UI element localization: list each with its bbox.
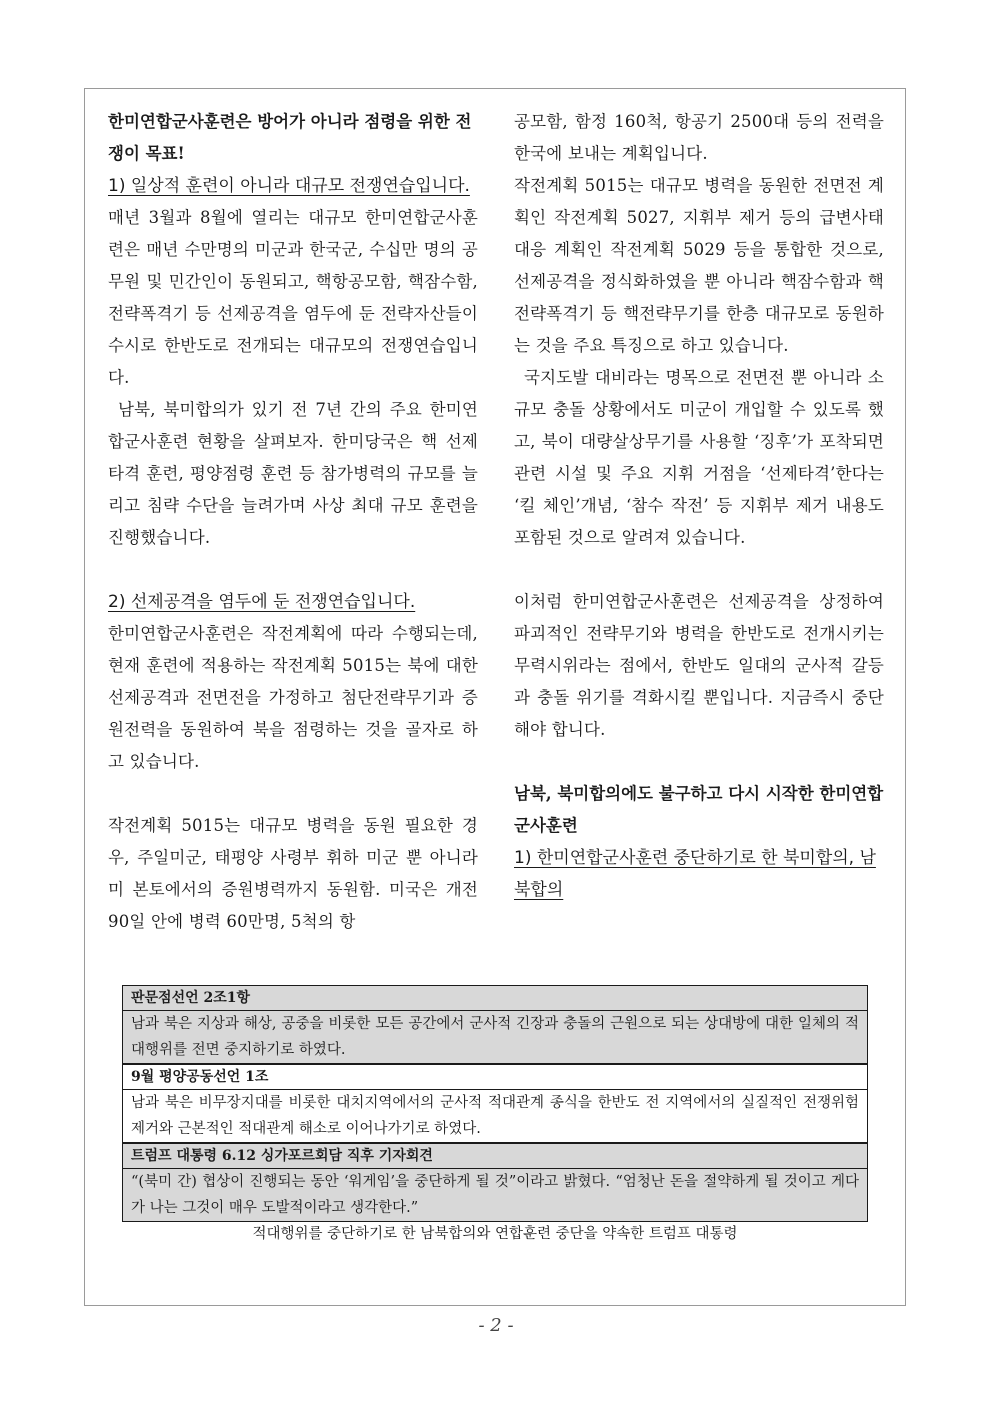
- section-heading-1: 한미연합군사훈련은 방어가 아니라 점령을 위한 전쟁이 목표!: [108, 112, 472, 163]
- box-body: 남과 북은 지상과 해상, 공중을 비롯한 모든 공간에서 군사적 긴장과 충돌의 근원으로 되는 상대방에 대한 일체의 적대행위를 전면 중지하기로 하였다.: [122, 1010, 868, 1064]
- subheading-1: 1) 일상적 훈련이 아니라 대규모 전쟁연습입니다.: [108, 176, 470, 196]
- agreements-box: [122, 985, 868, 1222]
- subheading-2: 2) 선제공격을 염두에 둔 전쟁연습입니다.: [108, 592, 416, 612]
- section-heading-2: 남북, 북미합의에도 불구하고 다시 시작한 한미연합군사훈련: [514, 784, 884, 835]
- paragraph: 국지도발 대비라는 명목으로 전면전 뿐 아니라 소규모 충돌 상황에서도 미군이 개입할 수 있도록 했고, 북이 대량살상무기를 사용할 ‘징후’가 포착되면 관련 시설 및 주요 지휘 거점을 ‘선제타격’한다는 ‘킬 체인’개념, ‘참수 작전’ 등 지휘부 제거 내용도 포함된 것으로 알려져 있습니다.: [514, 368, 884, 547]
- paragraph: 공모함, 함정 160척, 항공기 2500대 등의 전력을 한국에 보내는 계획입니다.: [514, 112, 884, 163]
- box-body: “(북미 간) 협상이 진행되는 동안 ‘워게임’을 중단하게 될 것”이라고 밝혔다. “엄청난 돈을 절약하게 될 것이고 게다가 나는 그것이 매우 도발적이라고 생각한다.”: [122, 1168, 868, 1222]
- box-body: 남과 북은 비무장지대를 비롯한 대치지역에서의 군사적 적대관계 종식을 한반도 전 지역에서의 실질적인 전쟁위험 제거와 근본적인 적대관계 해소로 이어나가기로 하였다.: [122, 1089, 868, 1143]
- box-title: 트럼프 대통령 6.12 싱가포르회담 직후 기자회견: [122, 1143, 868, 1168]
- paragraph: 작전계획 5015는 대규모 병력을 동원한 전면전 계획인 작전계획 5027, 지휘부 제거 등의 급변사태 대응 계획인 작전계획 5029 등을 통합한 것으로, 선제공격을 정식화하였을 뿐 아니라 핵잠수함과 핵전략폭격기 등 핵전략무기를 한층 대규모로 동원하는 것을 주요 특징으로 하고 있습니다.: [514, 176, 884, 355]
- paragraph: 한미연합군사훈련은 작전계획에 따라 수행되는데, 현재 훈련에 적용하는 작전계획 5015는 북에 대한 선제공격과 전면전을 가정하고 첨단전략무기과 증원전력을 동원하여 북을 점령하는 것을 골자로 하고 있습니다.: [108, 624, 478, 771]
- right-column: [514, 106, 884, 906]
- paragraph: 이처럼 한미연합군사훈련은 선제공격을 상정하여 파괴적인 전략무기와 병력을 한반도로 전개시키는 무력시위라는 점에서, 한반도 일대의 군사적 갈등과 충돌 위기를 격화시킬 뿐입니다. 지금즉시 중단해야 합니다.: [514, 592, 884, 739]
- subheading-3: 1) 한미연합군사훈련 중단하기로 한 북미합의, 남북합의: [514, 848, 876, 900]
- paragraph: 매년 3월과 8월에 열리는 대규모 한미연합군사훈련은 매년 수만명의 미군과 한국군, 수십만 명의 공무원 및 민간인이 동원되고, 핵항공모함, 핵잠수함, 전략폭격기 등 선제공격을 염두에 둔 전략자산들이 수시로 한반도로 전개되는 대규모의 전쟁연습입니다.: [108, 208, 478, 387]
- box-title: 9월 평양공동선언 1조: [122, 1064, 868, 1089]
- page-number: - 2 -: [478, 1315, 514, 1336]
- box-caption: 적대행위를 중단하기로 한 남북합의와 연합훈련 중단을 약속한 트럼프 대통령: [252, 1226, 738, 1242]
- paragraph: 남북, 북미합의가 있기 전 7년 간의 주요 한미연합군사훈련 현황을 살펴보자. 한미당국은 핵 선제타격 훈련, 평양점령 훈련 등 참가병력의 규모를 늘리고 침략 수단을 늘려가며 사상 최대 규모 훈련을 진행했습니다.: [108, 400, 478, 547]
- box-title: 판문점선언 2조1항: [122, 985, 868, 1010]
- left-column: [108, 106, 478, 938]
- paragraph: 작전계획 5015는 대규모 병력을 동원 필요한 경우, 주일미군, 태평양 사령부 휘하 미군 뿐 아니라 미 본토에서의 증원병력까지 동원함. 미국은 개전 90일 안에 병력 60만명, 5척의 항: [108, 816, 478, 931]
